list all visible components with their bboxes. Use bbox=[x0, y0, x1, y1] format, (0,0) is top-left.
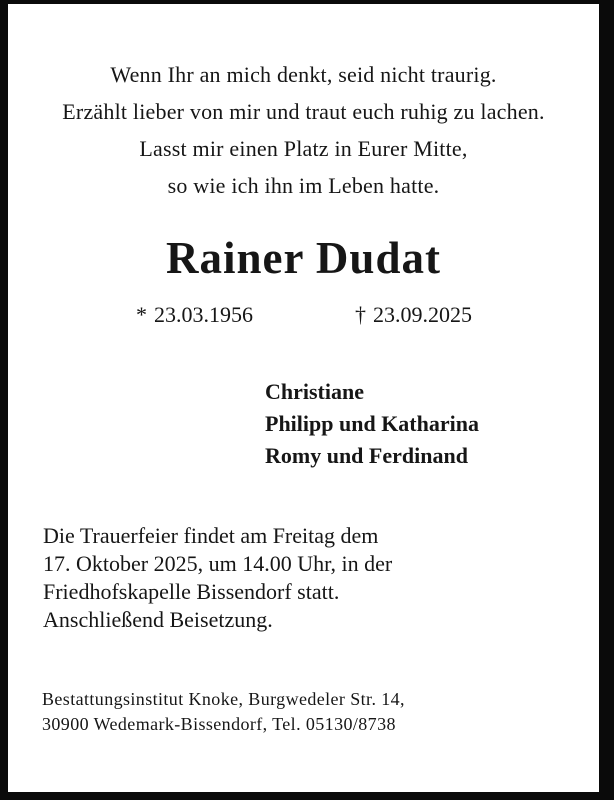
life-dates bbox=[8, 301, 599, 329]
deceased-name: Rainer Dudat bbox=[166, 233, 441, 283]
verse-line: so wie ich ihn im Leben hatte. bbox=[167, 173, 440, 198]
obituary-notice-paper bbox=[8, 4, 599, 792]
mourner-name: Philipp und Katharina bbox=[265, 411, 479, 436]
service-line: Friedhofskapelle Bissendorf statt. bbox=[43, 579, 340, 604]
death-cross-icon: † bbox=[355, 302, 366, 327]
mourners-list bbox=[265, 376, 479, 472]
death-date bbox=[355, 301, 472, 329]
service-line: 17. Oktober 2025, um 14.00 Uhr, in der bbox=[43, 551, 393, 576]
service-line: Anschließend Beisetzung. bbox=[43, 607, 273, 632]
verse-line: Erzählt lieber von mir und traut euch ruhig zu lachen. bbox=[62, 99, 545, 124]
birth-date-value: 23.03.1956 bbox=[154, 302, 253, 327]
funeral-home-info bbox=[42, 687, 405, 737]
memorial-verse bbox=[8, 56, 599, 204]
verse-line: Lasst mir einen Platz in Eurer Mitte, bbox=[139, 136, 468, 161]
birth-star-icon: * bbox=[136, 302, 147, 327]
service-details bbox=[43, 522, 392, 634]
mourner-name: Romy und Ferdinand bbox=[265, 443, 468, 468]
birth-date bbox=[136, 301, 253, 329]
funeral-home-line: Bestattungsinstitut Knoke, Burgwedeler Str. 14, bbox=[42, 689, 405, 709]
funeral-home-line: 30900 Wedemark-Bissendorf, Tel. 05130/8738 bbox=[42, 714, 396, 734]
service-line: Die Trauerfeier findet am Freitag dem bbox=[43, 523, 379, 548]
mourner-name: Christiane bbox=[265, 379, 364, 404]
death-date-value: 23.09.2025 bbox=[373, 302, 472, 327]
verse-line: Wenn Ihr an mich denkt, seid nicht traurig. bbox=[110, 62, 497, 87]
